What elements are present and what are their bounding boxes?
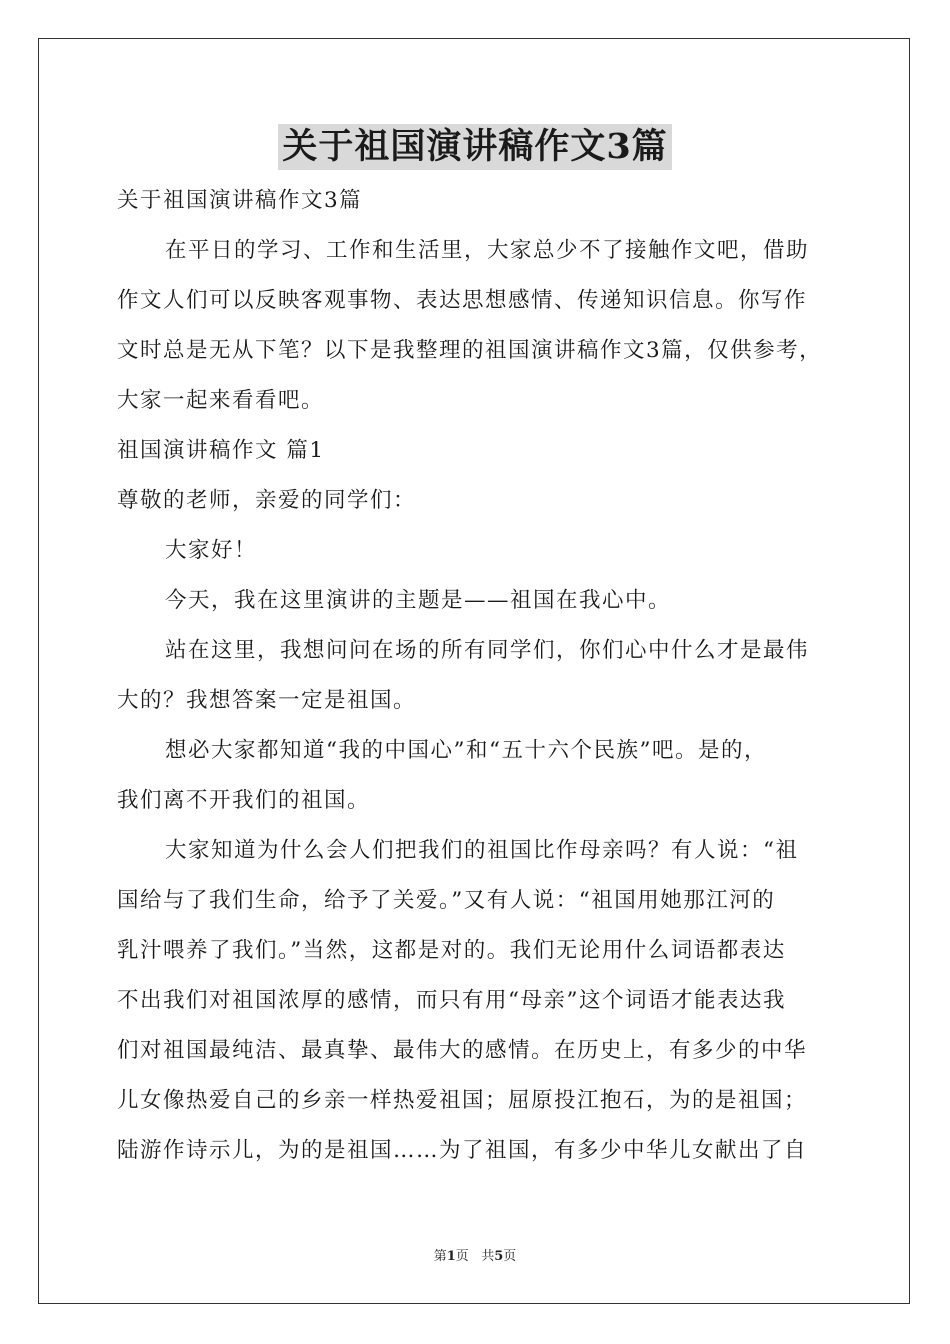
paragraph-line: 站在这里，我想问问在场的所有同学们，你们心中什么才是最伟 <box>165 638 810 663</box>
paragraph-line: 想必大家都知道“我的中国心”和“五十六个民族”吧。是的， <box>165 738 767 763</box>
paragraph-line: 在平日的学习、工作和生活里，大家总少不了接触作文吧，借助 <box>165 238 810 263</box>
paragraph-line: 文时总是无从下笔？以下是我整理的祖国演讲稿作文3篇，仅供参考， <box>117 338 823 363</box>
page-suffix: 页 <box>455 1249 469 1264</box>
total-pages: 5 <box>494 1249 504 1264</box>
paragraph-line: 们对祖国最纯洁、最真挚、最伟大的感情。在历史上，有多少的中华 <box>117 1038 808 1063</box>
subtitle-line: 关于祖国演讲稿作文3篇 <box>117 188 363 213</box>
section-heading: 祖国演讲稿作文 篇1 <box>117 438 325 463</box>
total-prefix: 共 <box>481 1249 495 1264</box>
paragraph-line: 大的？我想答案一定是祖国。 <box>117 688 417 713</box>
paragraph-line: 不出我们对祖国浓厚的感情，而只有用“母亲”这个词语才能表达我 <box>117 988 786 1013</box>
paragraph-line: 大家一起来看看吧。 <box>117 388 325 413</box>
document-body <box>117 176 852 1176</box>
greeting-line: 大家好！ <box>165 538 258 563</box>
paragraph-line: 我们离不开我们的祖国。 <box>117 788 371 813</box>
paragraph-line: 大家知道为什么会人们把我们的祖国比作母亲吗？有人说：“祖 <box>165 838 799 863</box>
title-container <box>0 124 950 170</box>
document-title: 关于祖国演讲稿作文3篇 <box>278 124 671 170</box>
page-prefix: 第 <box>433 1249 447 1264</box>
paragraph-line: 儿女像热爱自己的乡亲一样热爱祖国；屈原投江抱石，为的是祖国； <box>117 1088 808 1113</box>
paragraph-line: 陆游作诗示儿，为的是祖国……为了祖国，有多少中华儿女献出了自 <box>117 1138 808 1163</box>
paragraph-line: 国给与了我们生命，给予了关爱。”又有人说：“祖国用她那江河的 <box>117 888 776 913</box>
page-footer <box>0 1245 950 1264</box>
salutation-line: 尊敬的老师，亲爱的同学们： <box>117 488 417 513</box>
page-number: 1 <box>446 1249 456 1264</box>
paragraph-line: 作文人们可以反映客观事物、表达思想感情、传递知识信息。你写作 <box>117 288 808 313</box>
total-suffix: 页 <box>503 1249 517 1264</box>
paragraph-line: 乳汁喂养了我们。”当然，这都是对的。我们无论用什么词语都表达 <box>117 938 786 963</box>
paragraph-line: 今天，我在这里演讲的主题是——祖国在我心中。 <box>165 588 672 613</box>
